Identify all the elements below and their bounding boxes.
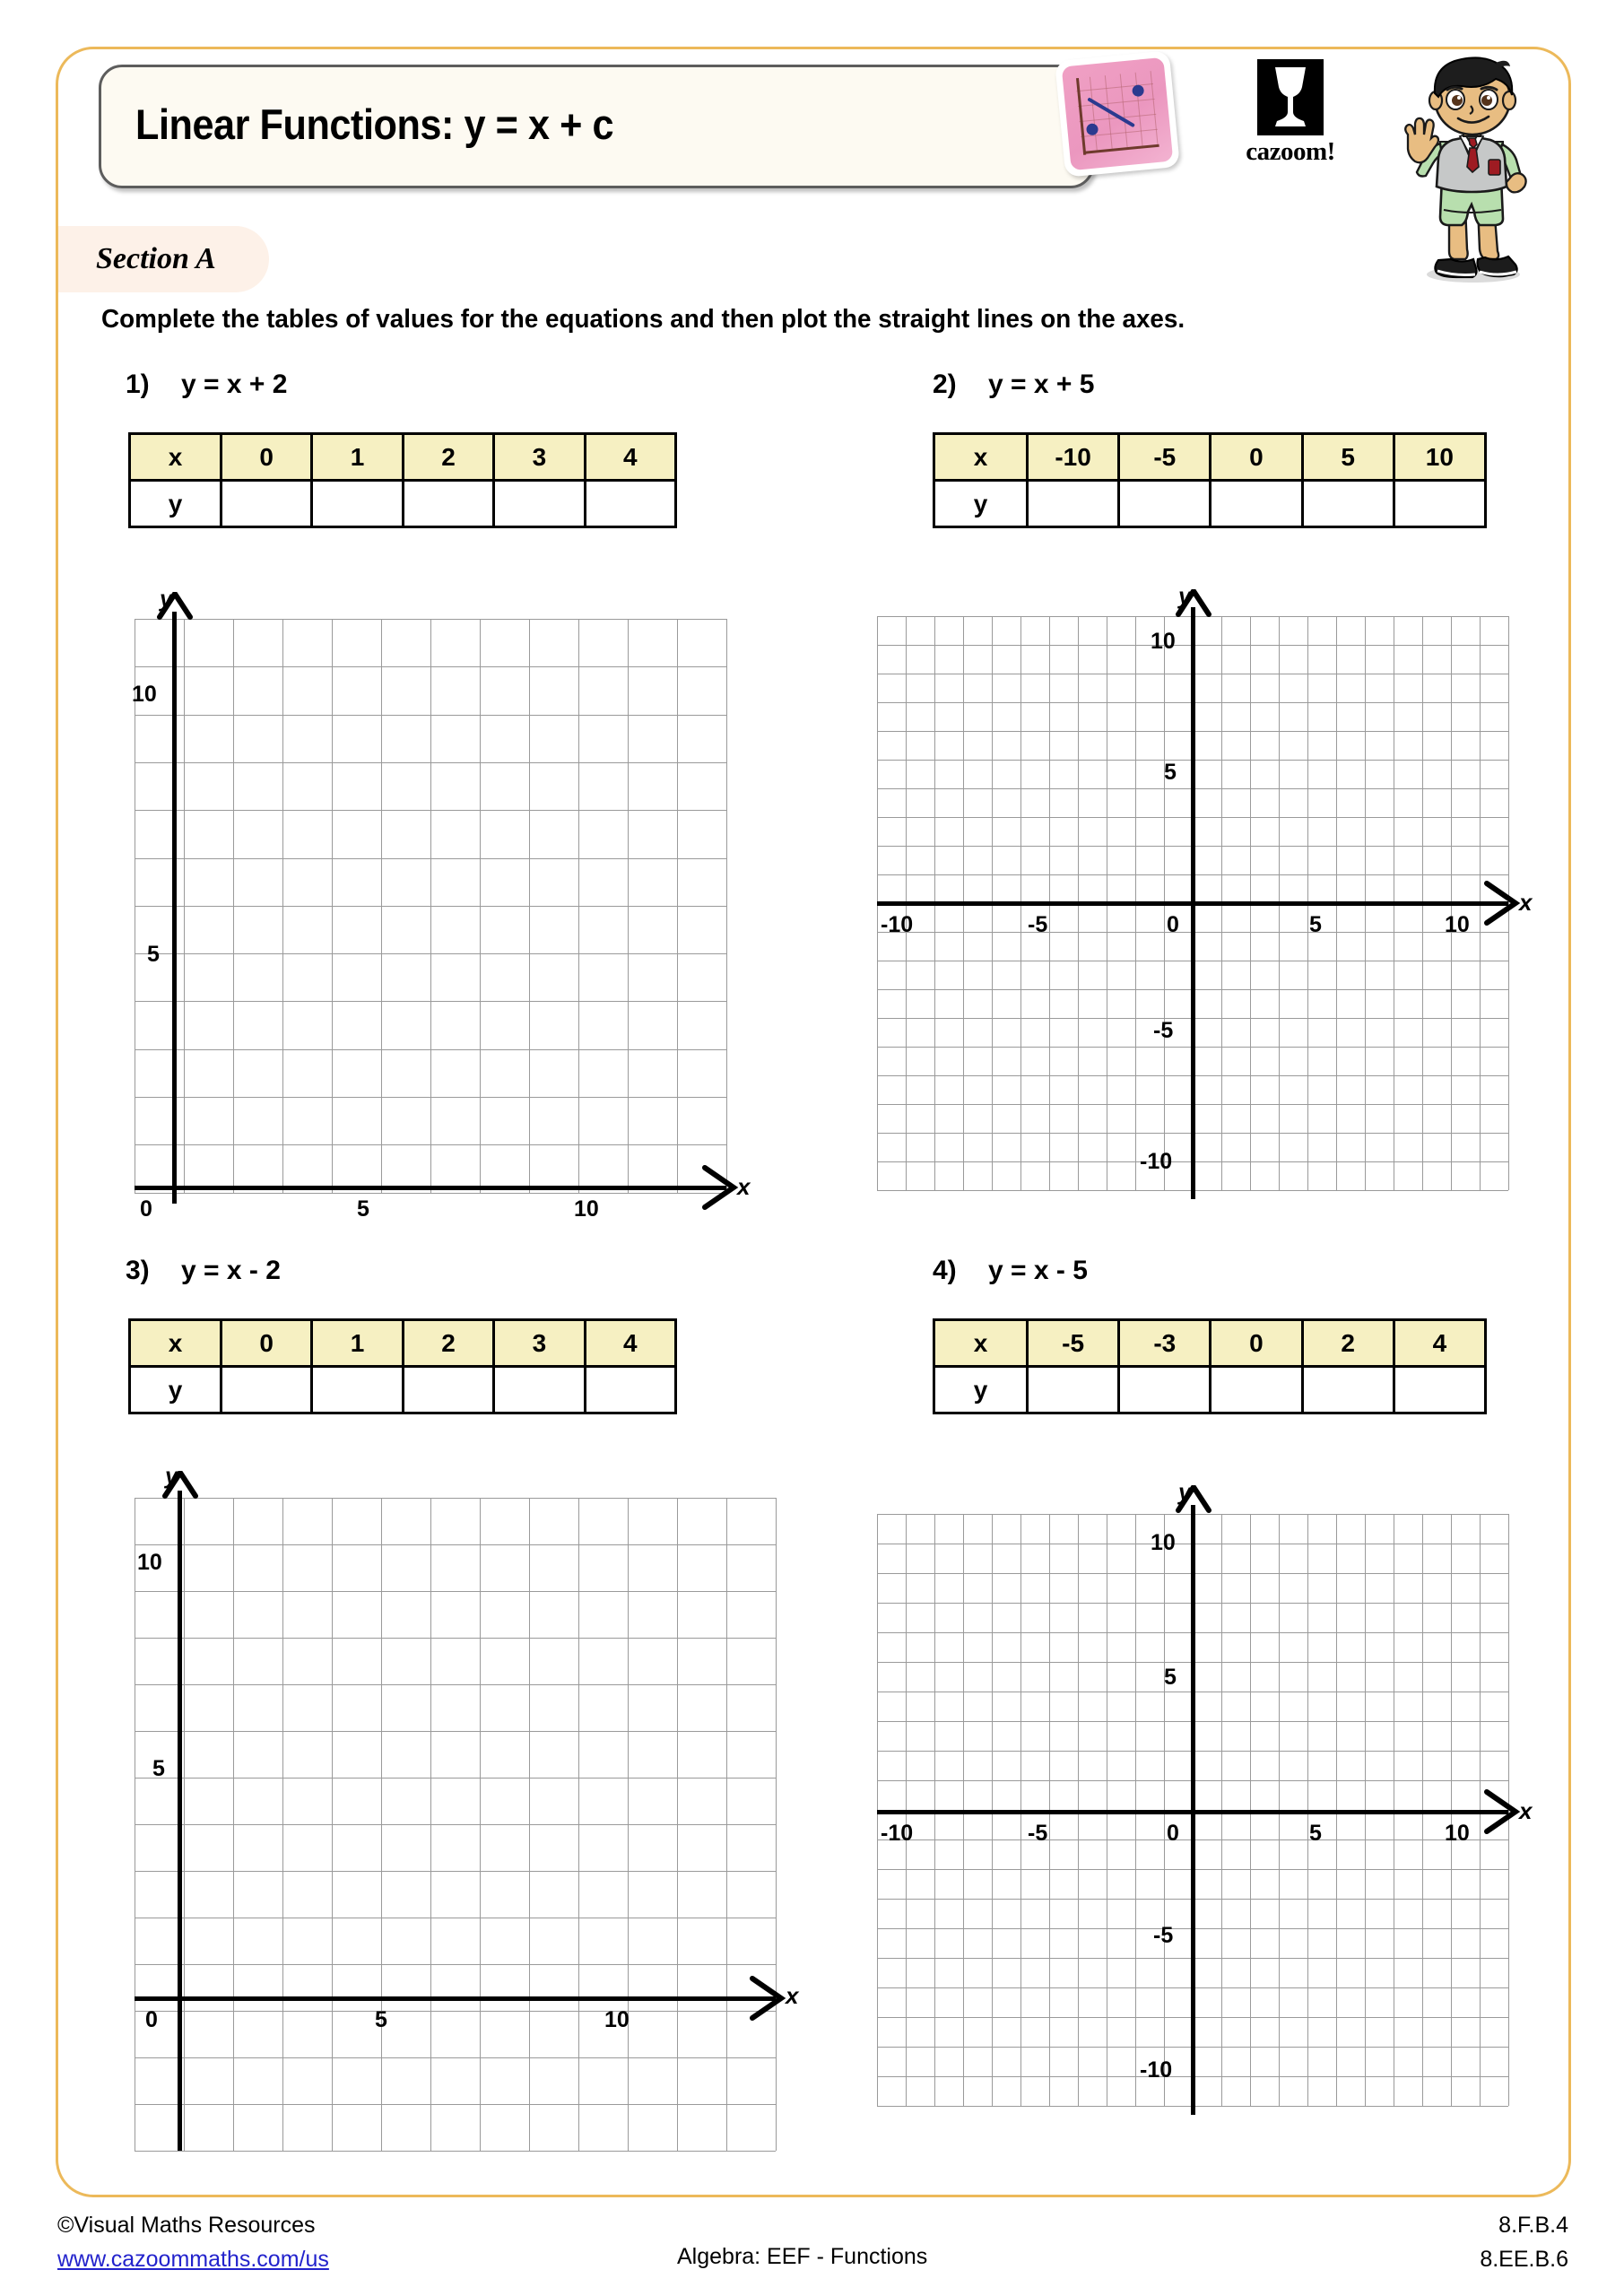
gridline-horizontal xyxy=(135,1871,776,1872)
goblet-icon xyxy=(1257,59,1324,135)
x-tick-neg10: -10 xyxy=(881,912,914,937)
table-row xyxy=(934,1320,1486,1367)
gridline-horizontal xyxy=(135,2104,776,2105)
y-answer-cell[interactable] xyxy=(494,481,585,527)
values-table-4 xyxy=(933,1318,1487,1414)
y-answer-cell[interactable] xyxy=(403,1367,493,1413)
gridline-horizontal xyxy=(135,2151,776,2152)
page-title: Linear Functions: y = x + c xyxy=(135,100,614,148)
y-answer-cell[interactable] xyxy=(221,1367,312,1413)
goblet-shape xyxy=(1270,65,1311,128)
x-cell: 3 xyxy=(494,434,585,481)
y-tick-10: 10 xyxy=(1151,629,1176,654)
gridline-horizontal xyxy=(135,1638,776,1639)
gridline-horizontal xyxy=(135,1964,776,1965)
question-1-number: 1) xyxy=(126,370,150,399)
gridline-horizontal xyxy=(135,715,726,716)
x-cell: 4 xyxy=(585,434,675,481)
x-tick-5: 5 xyxy=(1309,1821,1322,1846)
x-axis-arrow-icon xyxy=(1481,1788,1524,1835)
x-cell: -10 xyxy=(1028,434,1119,481)
y-tick-5: 5 xyxy=(152,1756,165,1781)
x-cell: 10 xyxy=(1394,434,1485,481)
y-answer-cell[interactable] xyxy=(312,1367,403,1413)
y-axis-label: y xyxy=(160,585,173,612)
y-answer-cell[interactable] xyxy=(1119,1367,1211,1413)
gridline-horizontal xyxy=(135,1144,726,1145)
row-label-x: x xyxy=(934,1320,1028,1367)
x-cell: 0 xyxy=(1211,1320,1302,1367)
y-answer-cell[interactable] xyxy=(1028,481,1119,527)
x-cell: 4 xyxy=(1394,1320,1485,1367)
table-row xyxy=(130,1320,676,1367)
x-tick-0: 0 xyxy=(145,2007,158,2032)
x-cell: 2 xyxy=(403,434,493,481)
x-cell: -3 xyxy=(1119,1320,1211,1367)
row-label-y: y xyxy=(130,481,221,527)
y-axis-arrow-icon xyxy=(156,1471,204,1501)
x-tick-10: 10 xyxy=(574,1196,599,1222)
x-tick-neg5: -5 xyxy=(1028,912,1048,937)
y-tick-10: 10 xyxy=(137,1550,162,1575)
gridline-horizontal xyxy=(135,1778,776,1779)
graph-4[interactable] xyxy=(868,1478,1533,2160)
y-answer-cell[interactable] xyxy=(221,481,312,527)
x-cell: 2 xyxy=(403,1320,493,1367)
student-mascot-icon xyxy=(1388,52,1550,287)
x-cell: 1 xyxy=(312,1320,403,1367)
x-tick-10: 10 xyxy=(1445,1821,1470,1846)
y-tick-5: 5 xyxy=(147,942,160,967)
row-label-x: x xyxy=(130,434,221,481)
gridline-horizontal xyxy=(135,1824,776,1825)
y-axis-label: y xyxy=(1178,582,1192,609)
y-axis-arrow-icon xyxy=(1169,1485,1218,1516)
gridline-horizontal xyxy=(135,2011,776,2012)
y-answer-cell[interactable] xyxy=(1211,481,1302,527)
instruction-text: Complete the tables of values for the equations and then plot the straight lines on the axes. xyxy=(101,305,1185,334)
y-answer-cell[interactable] xyxy=(1302,481,1394,527)
question-2-heading xyxy=(933,370,1094,400)
website-link[interactable]: www.cazoommaths.com/us xyxy=(57,2247,329,2272)
table-row xyxy=(130,434,676,481)
copyright-text: ©Visual Maths Resources xyxy=(57,2213,316,2238)
y-axis-label: y xyxy=(1178,1478,1192,1505)
x-tick-10: 10 xyxy=(604,2007,630,2032)
x-axis-label: x xyxy=(737,1173,751,1200)
x-cell: 0 xyxy=(221,1320,312,1367)
values-table-1 xyxy=(128,432,677,528)
x-axis-arrow-icon xyxy=(1481,880,1524,926)
x-tick-10: 10 xyxy=(1445,912,1470,937)
y-answer-cell[interactable] xyxy=(1119,481,1211,527)
y-answer-cell[interactable] xyxy=(1394,1367,1485,1413)
table-row xyxy=(934,434,1486,481)
x-cell: 1 xyxy=(312,434,403,481)
values-table-3 xyxy=(128,1318,677,1414)
footer-standards xyxy=(1480,2208,1568,2276)
y-tick-5: 5 xyxy=(1164,1665,1177,1690)
y-answer-cell[interactable] xyxy=(494,1367,585,1413)
y-tick-neg5: -5 xyxy=(1153,1018,1174,1043)
x-cell: 0 xyxy=(1211,434,1302,481)
x-cell: 5 xyxy=(1302,434,1394,481)
standard-2: 8.EE.B.6 xyxy=(1480,2247,1568,2272)
x-tick-neg10: -10 xyxy=(881,1821,914,1846)
question-2-number: 2) xyxy=(933,370,957,399)
row-label-y: y xyxy=(934,1367,1028,1413)
y-tick-neg10: -10 xyxy=(1140,1149,1173,1174)
question-1-heading xyxy=(126,370,287,400)
y-answer-cell[interactable] xyxy=(585,481,675,527)
gridline-horizontal xyxy=(135,953,726,954)
gridline-horizontal xyxy=(135,1544,776,1545)
values-table-2 xyxy=(933,432,1487,528)
standard-1: 8.F.B.4 xyxy=(1498,2213,1568,2238)
x-tick-0: 0 xyxy=(1167,912,1179,937)
gridline-horizontal xyxy=(135,1097,726,1098)
graph-3[interactable] xyxy=(126,1462,799,2179)
line-graph-icon xyxy=(1055,50,1180,178)
x-cell: -5 xyxy=(1119,434,1211,481)
y-answer-cell[interactable] xyxy=(585,1367,675,1413)
y-axis-label: y xyxy=(165,1462,178,1489)
y-tick-10: 10 xyxy=(132,682,157,707)
table-row xyxy=(934,1367,1486,1413)
question-4-heading xyxy=(933,1256,1088,1286)
worksheet-title-bar xyxy=(99,65,1094,188)
table-row xyxy=(934,481,1486,527)
gridline-horizontal xyxy=(135,619,726,620)
gridline-horizontal xyxy=(135,666,726,667)
footer-topic: Algebra: EEF - Functions xyxy=(677,2244,928,2269)
question-4-equation: y = x - 5 xyxy=(988,1256,1088,1285)
question-1-equation: y = x + 2 xyxy=(181,370,288,399)
x-axis-label: x xyxy=(1519,889,1533,916)
section-banner xyxy=(58,226,269,292)
y-axis-arrow-icon xyxy=(1169,589,1218,620)
x-axis-arrow-icon xyxy=(747,1975,790,2022)
graph-2[interactable] xyxy=(868,582,1533,1224)
y-tick-neg5: -5 xyxy=(1153,1923,1174,1948)
y-tick-5: 5 xyxy=(1164,760,1177,785)
row-label-y: y xyxy=(130,1367,221,1413)
y-answer-cell[interactable] xyxy=(1302,1367,1394,1413)
x-cell: -5 xyxy=(1028,1320,1119,1367)
section-label: Section A xyxy=(96,242,216,275)
graph-1[interactable] xyxy=(126,585,751,1222)
x-tick-5: 5 xyxy=(357,1196,369,1222)
table-row xyxy=(130,1367,676,1413)
question-4-number: 4) xyxy=(933,1256,957,1285)
x-axis-arrow-icon xyxy=(699,1164,743,1211)
question-2-equation: y = x + 5 xyxy=(988,370,1095,399)
question-3-heading xyxy=(126,1256,281,1286)
y-tick-neg10: -10 xyxy=(1140,2057,1173,2083)
gridline-horizontal xyxy=(135,1049,726,1050)
x-cell: 2 xyxy=(1302,1320,1394,1367)
gridline-horizontal xyxy=(135,1001,726,1002)
gridline-horizontal xyxy=(135,1193,726,1194)
gridline-horizontal xyxy=(135,858,726,859)
gridline-horizontal xyxy=(135,2057,776,2058)
x-tick-0: 0 xyxy=(140,1196,152,1222)
x-axis-label: x xyxy=(1519,1797,1533,1824)
y-answer-cell[interactable] xyxy=(312,481,403,527)
y-answer-cell[interactable] xyxy=(403,481,493,527)
cazoom-logo xyxy=(1236,59,1345,178)
x-tick-0: 0 xyxy=(1167,1821,1179,1846)
gridline-horizontal xyxy=(135,810,726,811)
x-axis-label: x xyxy=(786,1982,799,2009)
question-3-equation: y = x - 2 xyxy=(181,1256,281,1285)
gridline-vertical xyxy=(726,619,727,1193)
y-answer-cell[interactable] xyxy=(1028,1367,1119,1413)
row-label-y: y xyxy=(934,481,1028,527)
question-3-number: 3) xyxy=(126,1256,150,1285)
gridline-horizontal xyxy=(135,906,726,907)
x-cell: 4 xyxy=(585,1320,675,1367)
x-tick-5: 5 xyxy=(1309,912,1322,937)
gridline-vertical xyxy=(776,1498,777,2151)
table-row xyxy=(130,481,676,527)
y-answer-cell[interactable] xyxy=(1211,1367,1302,1413)
gridline-horizontal xyxy=(135,762,726,763)
gridline-horizontal xyxy=(135,1498,776,1499)
y-tick-10: 10 xyxy=(1151,1530,1176,1555)
y-axis-arrow-icon xyxy=(151,592,199,622)
page-footer xyxy=(0,2208,1624,2296)
x-tick-5: 5 xyxy=(375,2007,387,2032)
footer-left xyxy=(57,2208,329,2276)
row-label-x: x xyxy=(130,1320,221,1367)
gridline-horizontal xyxy=(135,1684,776,1685)
gridline-horizontal xyxy=(135,1591,776,1592)
x-cell: 3 xyxy=(494,1320,585,1367)
row-label-x: x xyxy=(934,434,1028,481)
x-tick-neg5: -5 xyxy=(1028,1821,1048,1846)
y-answer-cell[interactable] xyxy=(1394,481,1485,527)
gridline-horizontal xyxy=(135,1731,776,1732)
x-cell: 0 xyxy=(221,434,312,481)
cazoom-wordmark: cazoom! xyxy=(1246,137,1335,166)
